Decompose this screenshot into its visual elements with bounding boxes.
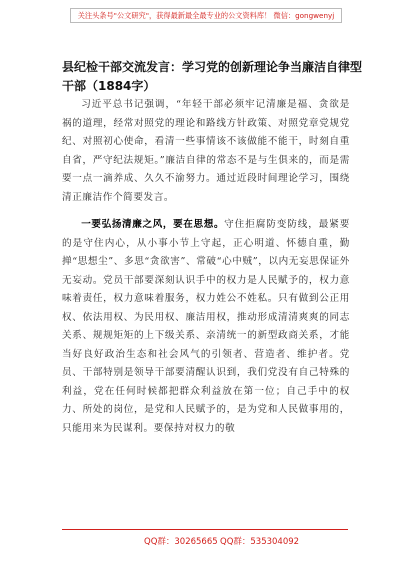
paragraph-text: 习近平总书记强调，“年轻干部必须牢记清廉是福、贪欲是祸的道理，经常对照党的理论和路线方针政策、对照党章党规党纪、对照初心使命，看清一些事情该不该做能不能干，时刻自重自省，严守纪法规矩。”廉洁自律的常态不是与生俱来的，而是需要一点一滴养成、久久不渝努力。通过近段时间理论学习，围绕清正廉洁作个简要发言。 <box>62 99 350 203</box>
paragraph-text: 守住拒腐防变防线，最紧要的是守住内心，从小事小节上守起，正心明道、怀德自重，勤掸“思想尘”、多思“贪欲害”、常破“心中贼”，以内无妄思保证外无妄动。党员干部要深刻认识手中的权力是人民赋予的，权力意味着责任，权力意味着服务，权力姓公不姓私。只有做到公正用权、依法用权、为民用权、廉洁用权，推动形成清清爽爽的同志关系、规规矩矩的上下级关系、亲清统一的新型政商关系，才能当好良好政治生态和社会风气的引领者、营造者、维护者。党员、干部特别是领导干部要清醒认识到，我们党没有自己特殊的利益，党在任何时候都把群众利益放在第一位；自己手中的权力、所处的岗位，是党和人民赋予的，是为党和人民做事用的，只能用来为民谋利。要保持对权力的敬 <box>62 219 351 434</box>
page-footer <box>62 535 348 549</box>
document-body <box>62 96 350 438</box>
footer-qq-group-1: QQ群：30265665 <box>144 537 218 547</box>
paragraph-lead: 一要弘扬清廉之风，要在思想。 <box>81 219 225 230</box>
footer-divider <box>62 529 348 530</box>
promo-banner: 关注头条号"公文研究"，获得最新最全最专业的公文资料库！ 微信：gongwenyj <box>70 8 342 23</box>
document-title: 县纪检干部交流发言：学习党的创新理论争当廉洁自律型干部（1884字） <box>62 60 363 93</box>
footer-qq-group-2: QQ群：535304092 <box>220 537 300 547</box>
paragraph-point-one <box>62 216 350 438</box>
paragraph-intro <box>62 96 350 207</box>
